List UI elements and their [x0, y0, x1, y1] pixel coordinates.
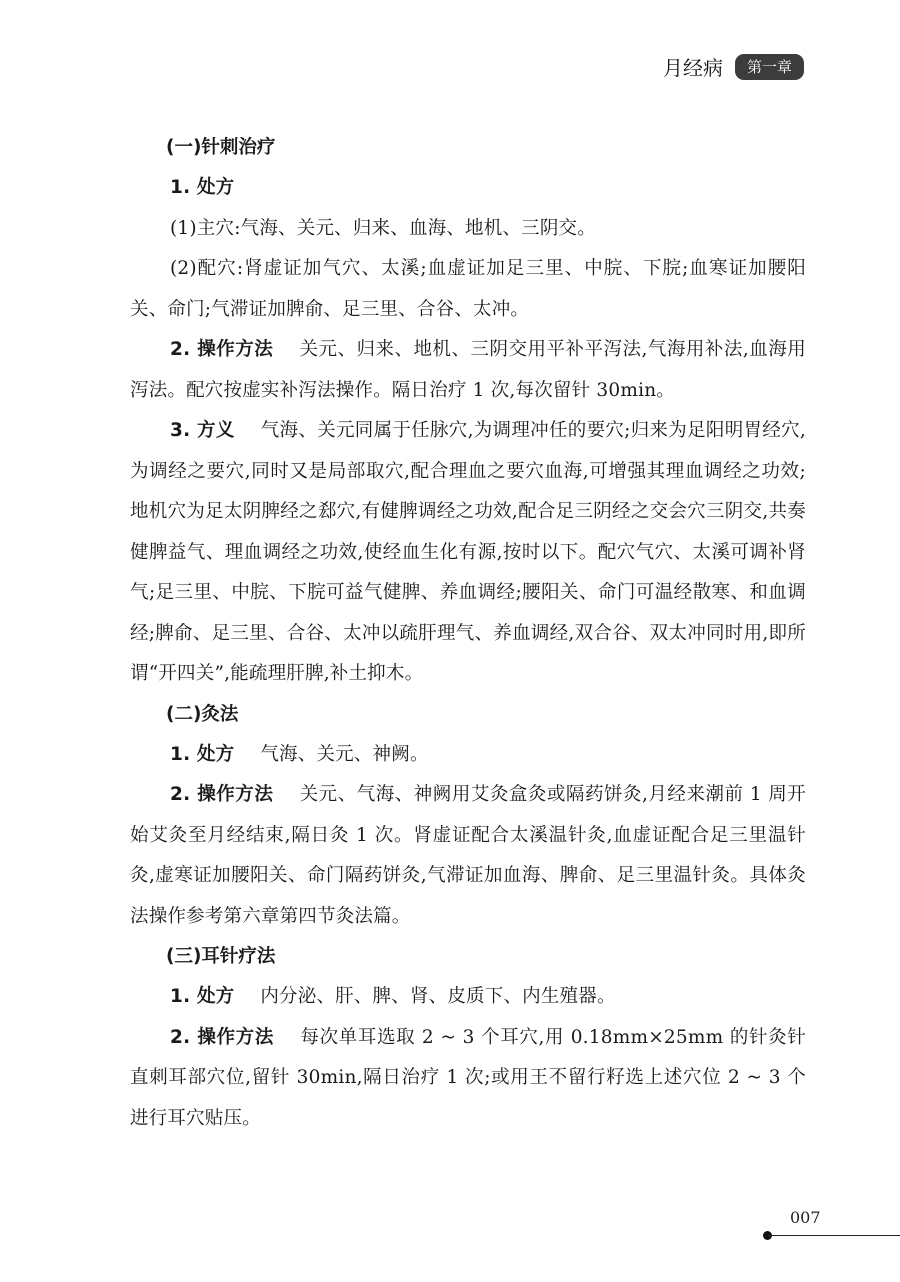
paragraph-text: 内分泌、肝、脾、肾、皮质下、内生殖器。	[260, 986, 616, 1007]
page-content	[130, 128, 806, 1139]
paragraph	[130, 411, 806, 695]
section-heading-ear-acupuncture: (三)耳针疗法	[166, 946, 276, 967]
paragraph	[130, 168, 806, 209]
footer-rule	[768, 1235, 900, 1236]
paragraph-label: 2. 操作方法	[170, 784, 274, 805]
paragraph-label: 1. 处方	[170, 743, 235, 765]
section-heading-acupuncture: (一)针刺治疗	[166, 137, 276, 158]
paragraph: (2)配穴:肾虚证加气穴、太溪;血虚证加足三里、中脘、下脘;血寒证加腰阳关、命门;气滞证加脾俞、足三里、合谷、太冲。	[130, 258, 806, 320]
running-header	[663, 52, 804, 81]
paragraph	[130, 1018, 806, 1140]
paragraph	[130, 775, 806, 937]
paragraph-label: 2. 操作方法	[170, 339, 274, 360]
paragraph-text: 气海、关元、神阙。	[260, 743, 429, 765]
paragraph-text: 每次单耳选取 2 ~ 3 个耳穴,用 0.18mm×25mm 的针灸针直刺耳部穴位,留针 30min,隔日治疗 1 次;或用王不留行籽选上述穴位 2 ~ 3 个进行耳穴贴压。	[130, 1026, 806, 1129]
paragraph	[130, 977, 806, 1018]
paragraph-label: 3. 方义	[170, 420, 235, 441]
page-number: 007	[790, 1208, 821, 1227]
paragraph-label: 2. 操作方法	[170, 1026, 274, 1048]
section-heading-moxibustion: (二)灸法	[166, 703, 239, 725]
paragraph: (1)主穴:气海、关元、归来、血海、地机、三阴交。	[170, 217, 596, 239]
header-title: 月经病	[662, 56, 723, 80]
paragraph-text: 关元、归来、地机、三阴交用平补平泻法,气海用补法,血海用泻法。配穴按虚实补泻法操作。隔日治疗 1 次,每次留针 30min。	[130, 339, 806, 401]
paragraph-label: 1. 处方	[170, 986, 235, 1007]
paragraph-text: 气海、关元同属于任脉穴,为调理冲任的要穴;归来为足阳明胃经穴,为调经之要穴,同时又是局部取穴,配合理血之要穴血海,可增强其理血调经之功效;地机穴为足太阴脾经之郄穴,有健脾调经之功效,配合足三阴经之交会穴三阴交,共奏健脾益气、理血调经之功效,使经血生化有源,按时以下。配穴气穴、太溪可调补肾气;足三里、中脘、下脘可益气健脾、养血调经;腰阳关、命门可温经散寒、和血调经;脾俞、足三里、合谷、太冲以疏肝理气、养血调经,双合谷、双太冲同时用,即所谓“开四关”,能疏理肝脾,补土抑木。	[130, 420, 807, 684]
paragraph-text: 关元、气海、神阙用艾灸盒灸或隔药饼灸,月经来潮前 1 周开始艾灸至月经结束,隔日灸 1 次。肾虚证配合太溪温针灸,血虚证配合足三里温针灸,虚寒证加腰阳关、命门隔药饼灸,气滞证加血海、脾俞、足三里温针灸。具体灸法操作参考第六章第四节灸法篇。	[130, 784, 806, 927]
paragraph-label: 1. 处方	[170, 177, 235, 198]
paragraph	[130, 735, 806, 776]
chapter-badge: 第一章	[735, 54, 804, 80]
paragraph	[130, 330, 806, 411]
